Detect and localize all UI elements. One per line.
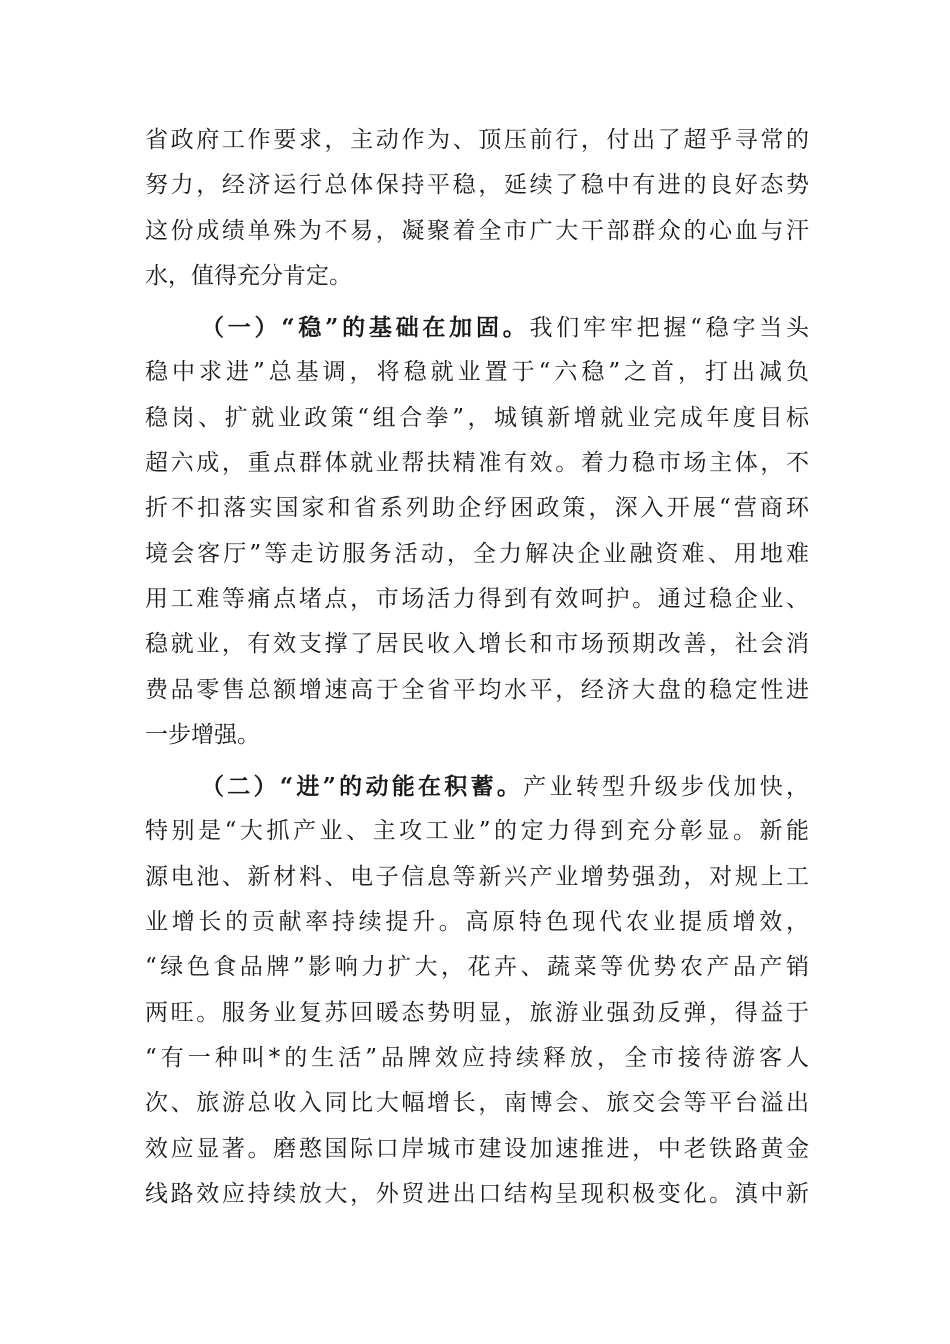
text-line: 一步增强。 — [145, 721, 260, 748]
body-text — [145, 118, 809, 1217]
text-run: 我们牢牢把握“稳字当头 — [529, 315, 809, 342]
text-line: 努力，经济运行总体保持平稳，延续了稳中有进的良好态势 — [145, 172, 809, 199]
text-line: “绿色食品牌”影响力扩大，花卉、蔬菜等优势农产品产销 — [145, 954, 809, 981]
text-line: 稳岗、扩就业政策“组合拳”，城镇新增就业完成年度目标 — [145, 404, 809, 431]
text-line: 源电池、新材料、电子信息等新兴产业增势强劲，对规上工 — [145, 863, 809, 890]
paragraph-intro — [145, 118, 809, 299]
text-line: 特别是“大抓产业、主攻工业”的定力得到充分彰显。新能 — [145, 818, 809, 845]
text-line: 稳中求进”总基调，将稳就业置于“六稳”之首，打出减负 — [145, 359, 809, 386]
text-line-first — [145, 764, 809, 809]
text-line: “有一种叫*的生活”品牌效应持续释放，全市接待游客人 — [145, 1044, 809, 1071]
paragraph-progress — [145, 764, 809, 1217]
text-line: 折不扣落实国家和省系列助企纾困政策，深入开展“营商环 — [145, 495, 809, 522]
text-line: 次、旅游总收入同比大幅增长，南博会、旅交会等平台溢出 — [145, 1090, 809, 1117]
text-line: 业增长的贡献率持续提升。高原特色现代农业提质增效， — [145, 909, 809, 936]
text-run: 产业转型升级步伐加快， — [523, 774, 809, 801]
text-line: 效应显著。磨憨国际口岸城市建设加速推进，中老铁路黄金 — [145, 1135, 809, 1162]
text-line: 省政府工作要求，主动作为、顶压前行，付出了超乎寻常的 — [145, 127, 809, 153]
text-line: 境会客厅”等走访服务活动，全力解决企业融资难、用地难 — [145, 540, 809, 567]
text-line: 费品零售总额增速高于全省平均水平，经济大盘的稳定性进 — [145, 676, 809, 703]
text-line-first — [145, 305, 809, 350]
text-line: 超六成，重点群体就业帮扶精准有效。着力稳市场主体，不 — [145, 450, 809, 477]
section-heading-stability: （一）“稳”的基础在加固。 — [201, 314, 530, 342]
text-line: 水，值得充分肯定。 — [145, 262, 352, 289]
text-line: 线路效应持续放大，外贸进出口结构呈现积极变化。滇中新 — [145, 1180, 809, 1207]
paragraph-stability — [145, 305, 809, 758]
section-heading-progress: （二）“进”的动能在积蓄。 — [201, 773, 524, 801]
text-line: 稳就业，有效支撑了居民收入增长和市场预期改善，社会消 — [145, 631, 809, 658]
text-line: 用工难等痛点堵点，市场活力得到有效呵护。通过稳企业、 — [145, 585, 809, 612]
text-line: 两旺。服务业复苏回暖态势明显，旅游业强劲反弹，得益于 — [145, 999, 809, 1026]
text-line: 这份成绩单殊为不易，凝聚着全市广大干部群众的心血与汗 — [145, 217, 809, 244]
